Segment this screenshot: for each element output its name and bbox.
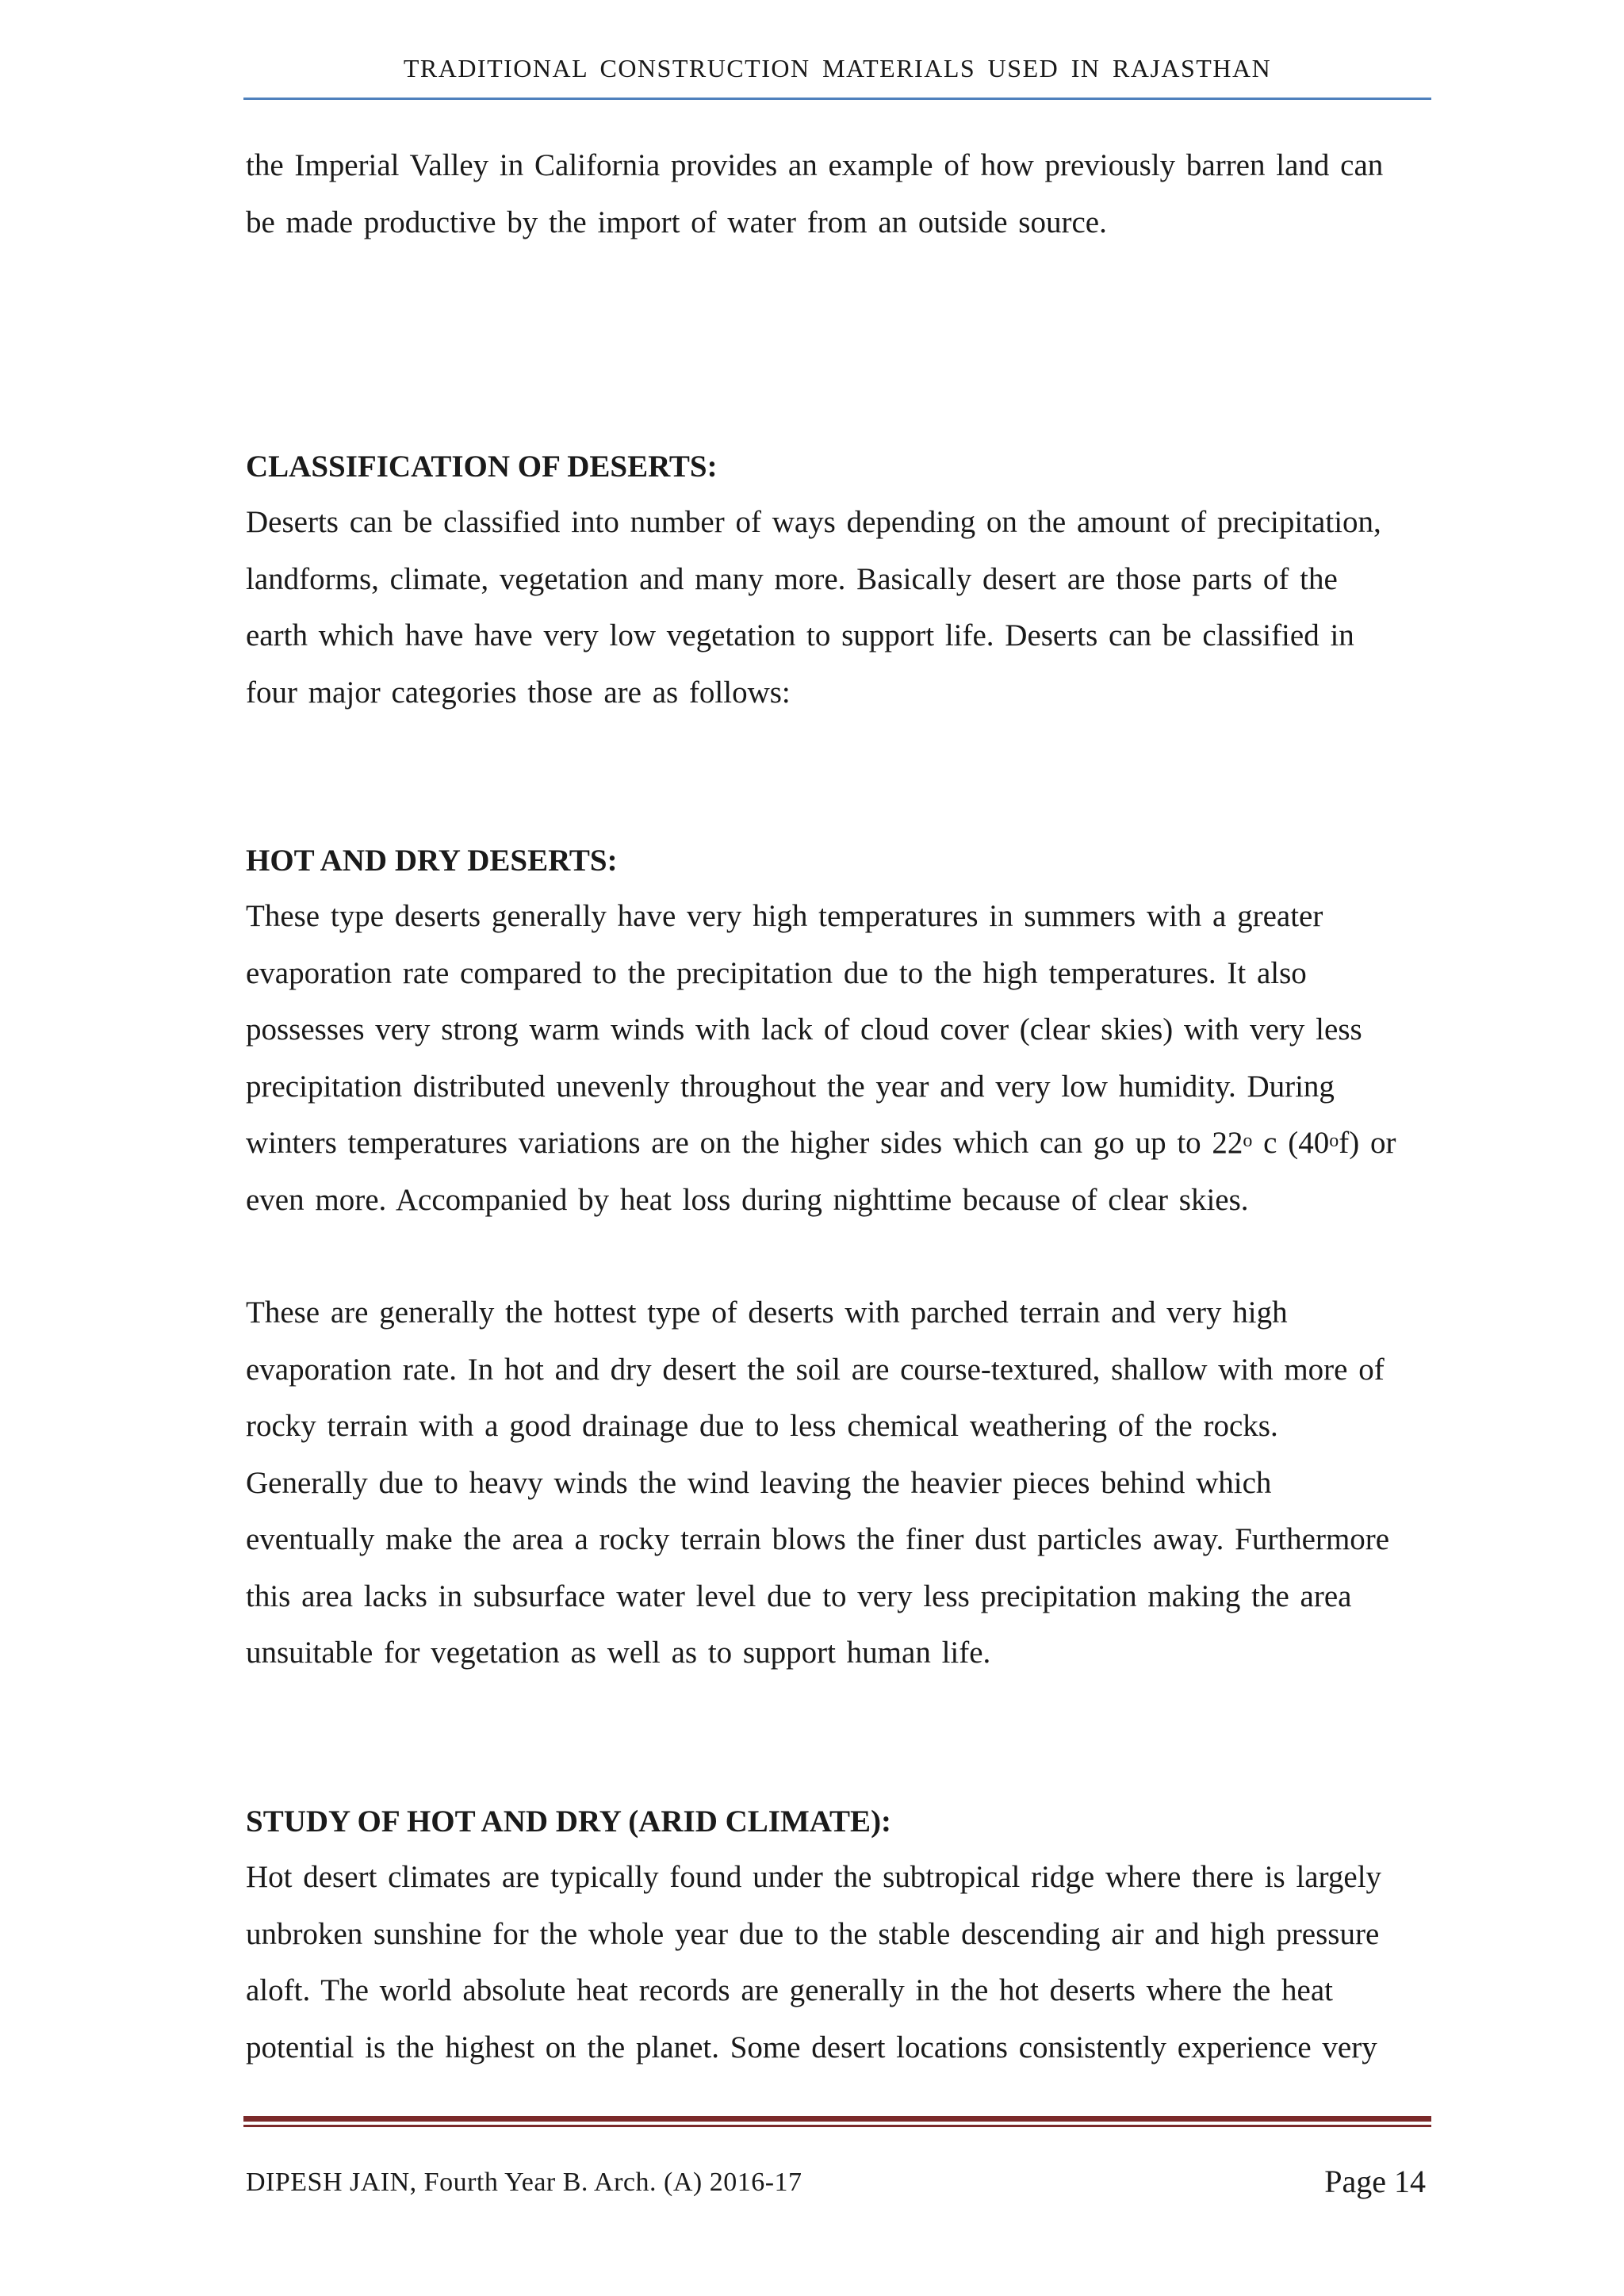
text-line: evaporation rate compared to the precipitation due to the high temperatures. It also: [246, 955, 1307, 990]
text-line: unsuitable for vegetation as well as to support human life.: [246, 1636, 991, 1670]
header-rule: [243, 98, 1431, 100]
degree-symbol: o: [1243, 1131, 1253, 1151]
page-number: Page 14: [1324, 2164, 1426, 2199]
temperature-text: c (40: [1252, 1126, 1330, 1160]
text-line: potential is the highest on the planet. Some desert locations consistently experience very: [246, 2030, 1377, 2064]
text-line: earth which have have very low vegetation to support life. Deserts can be classified in: [246, 618, 1354, 652]
hottest-paragraph: [246, 1284, 1411, 1682]
footer-author: DIPESH JAIN, Fourth Year B. Arch. (A) 2016-17: [246, 2168, 802, 2197]
temperature-text: winters temperatures variations are on the higher sides which can go up to 22: [246, 1126, 1243, 1160]
text-line: precipitation distributed unevenly throughout the year and very low humidity. During: [246, 1069, 1335, 1104]
hot-dry-paragraph: [246, 888, 1411, 1228]
text-line: Hot desert climates are typically found under the subtropical ridge where there is largely: [246, 1860, 1382, 1894]
text-line: landforms, climate, vegetation and many more. Basically desert are those parts of the: [246, 561, 1338, 596]
text-line: These type deserts generally have very high temperatures in summers with a greater: [246, 899, 1323, 933]
text-line: eventually make the area a rocky terrain blows the finer dust particles away. Furthermore: [246, 1522, 1390, 1556]
section-heading-classification: CLASSIFICATION OF DESERTS:: [246, 450, 718, 484]
text-line-temperature: [246, 1115, 1411, 1172]
running-header: TRADITIONAL CONSTRUCTION MATERIALS USED IN RAJASTHAN: [403, 54, 1272, 82]
text-line: unbroken sunshine for the whole year due to the stable descending air and high pressure: [246, 1916, 1380, 1951]
text-line: possesses very strong warm winds with lack of cloud cover (clear skies) with very less: [246, 1012, 1362, 1047]
text-line: rocky terrain with a good drainage due to less chemical weathering of the rocks.: [246, 1409, 1278, 1443]
text-line: be made productive by the import of water from an outside source.: [246, 205, 1107, 239]
degree-symbol: o: [1329, 1131, 1339, 1151]
text-line: These are generally the hottest type of deserts with parched terrain and very high: [246, 1295, 1288, 1330]
text-line: this area lacks in subsurface water level due to very less precipitation making the area: [246, 1578, 1352, 1613]
temperature-text: f) or: [1339, 1126, 1396, 1160]
section-heading-hot-dry: HOT AND DRY DESERTS:: [246, 844, 618, 878]
text-line: Deserts can be classified into number of ways depending on the amount of precipitation,: [246, 505, 1381, 539]
text-line: aloft. The world absolute heat records are generally in the hot deserts where the heat: [246, 1973, 1334, 2007]
text-line: the Imperial Valley in California provides an example of how previously barren land can: [246, 148, 1384, 182]
footer-rule-secondary: [243, 2125, 1431, 2127]
text-line: even more. Accompanied by heat loss during nighttime because of clear skies.: [246, 1182, 1249, 1217]
text-line: Generally due to heavy winds the wind leaving the heavier pieces behind which: [246, 1465, 1272, 1500]
text-line: four major categories those are as follows:: [246, 675, 791, 710]
section-heading-study: STUDY OF HOT AND DRY (ARID CLIMATE):: [246, 1804, 892, 1839]
text-line: evaporation rate. In hot and dry desert the soil are course-textured, shallow with more of: [246, 1352, 1385, 1387]
footer-rule: [243, 2116, 1431, 2122]
classification-paragraph: [246, 494, 1411, 721]
study-paragraph: [246, 1849, 1411, 2076]
intro-paragraph: [246, 137, 1411, 251]
